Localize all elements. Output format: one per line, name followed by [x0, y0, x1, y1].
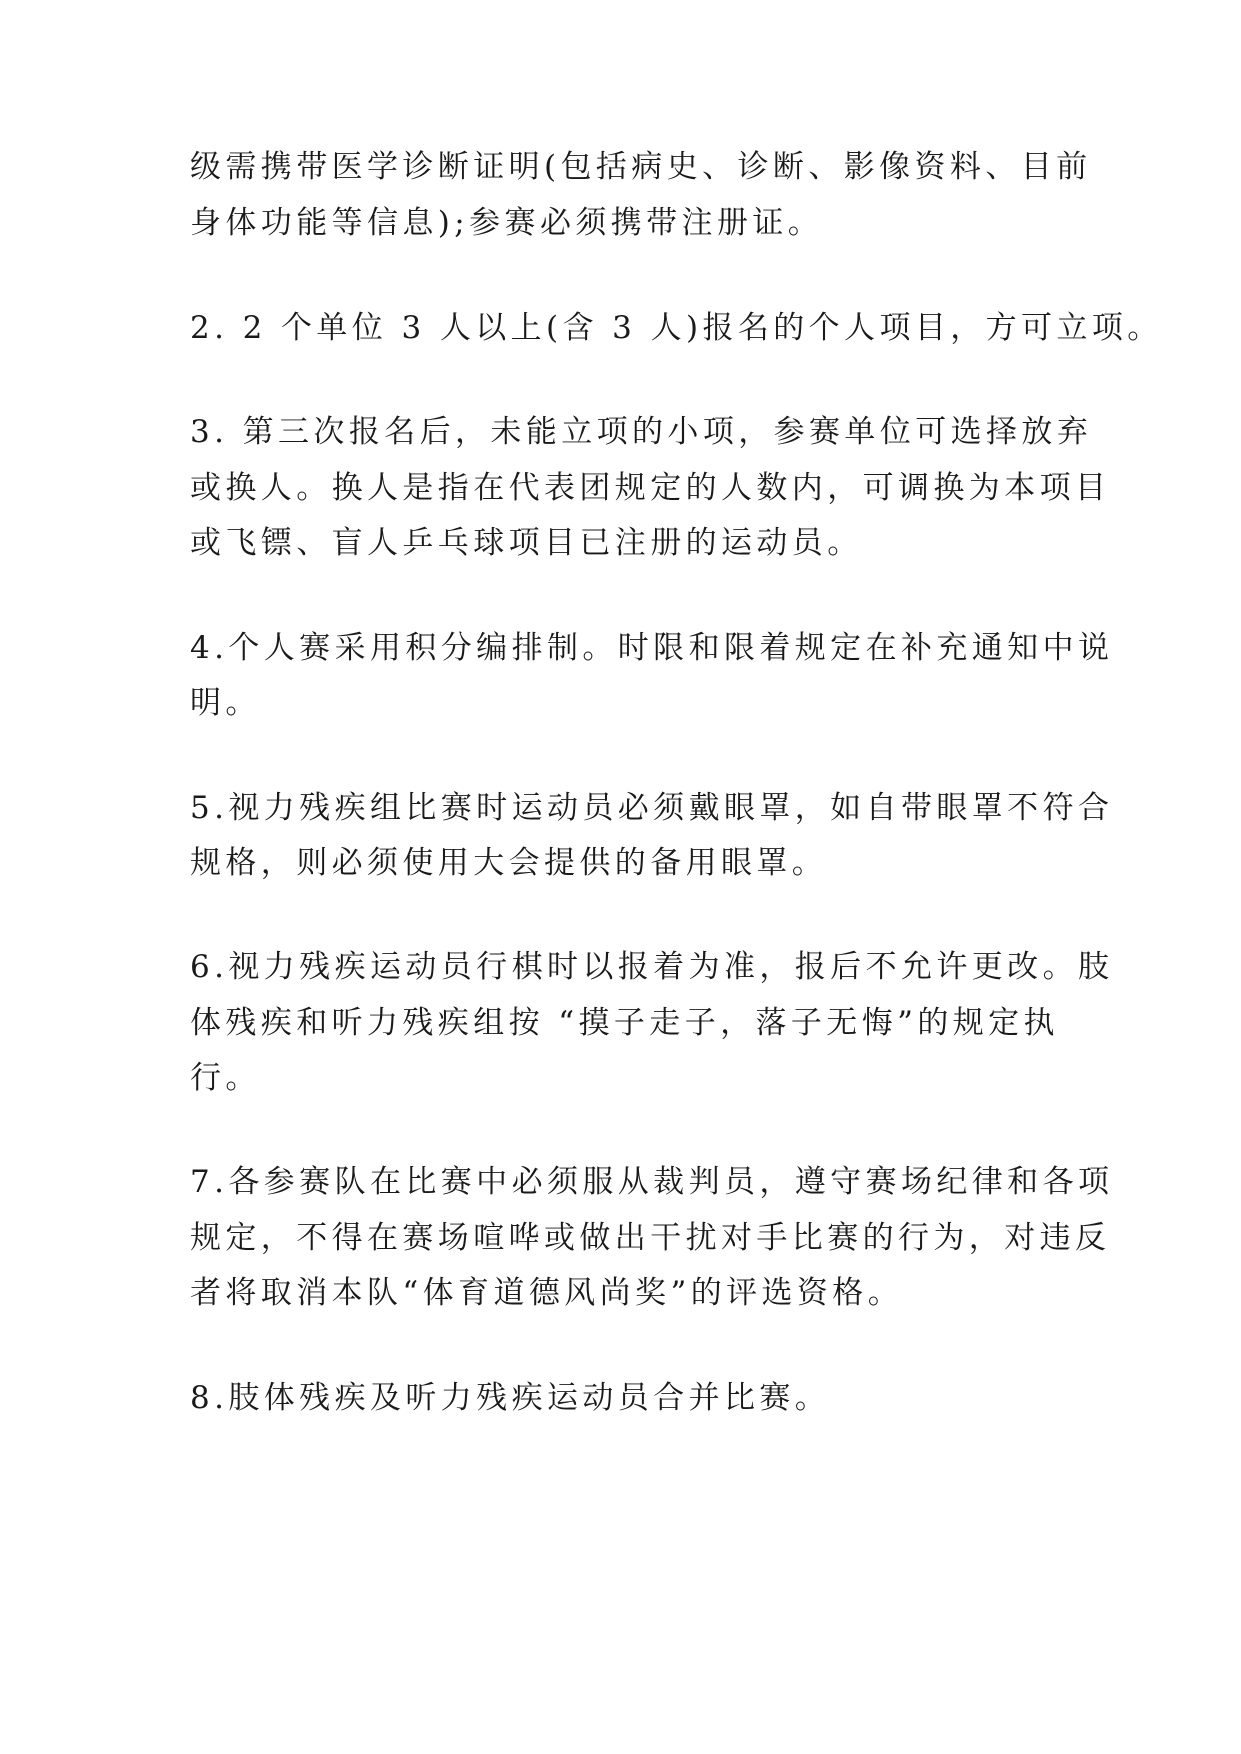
text-line: 行。	[190, 1060, 261, 1096]
text-line: 明。	[190, 685, 261, 721]
text-line: 5.视力残疾组比赛时运动员必须戴眼罩，如自带眼罩不符合	[190, 790, 1114, 826]
text-line: 体残疾和听力残疾组按 “摸子走子，落子无悔”的规定执	[190, 1005, 1059, 1041]
text-line: 6.视力残疾运动员行棋时以报着为准，报后不允许更改。肢	[190, 949, 1114, 985]
text-line: 或换人。换人是指在代表团规定的人数内，可调换为本项目	[190, 470, 1111, 506]
text-line: 规定，不得在赛场喧哗或做出干扰对手比赛的行为，对违反	[190, 1220, 1111, 1256]
text-line: 4.个人赛采用积分编排制。时限和限着规定在补充通知中说	[190, 630, 1114, 666]
text-line: 规格，则必须使用大会提供的备用眼罩。	[190, 845, 828, 881]
text-line: 8.肢体残疾及听力残疾运动员合并比赛。	[190, 1380, 831, 1416]
text-line: 或飞镖、盲人乒乓球项目已注册的运动员。	[190, 525, 863, 561]
text-line: 身体功能等信息);参赛必须携带注册证。	[190, 205, 824, 241]
text-line: 7.各参赛队在比赛中必须服从裁判员，遵守赛场纪律和各项	[190, 1164, 1114, 1200]
text-line: 级需携带医学诊断证明(包括病史、诊断、影像资料、目前	[190, 149, 1092, 185]
text-line: 3. 第三次报名后，未能立项的小项，参赛单位可选择放弃	[190, 414, 1093, 450]
text-line: 者将取消本队“体育道德风尚奖”的评选资格。	[190, 1275, 904, 1311]
text-line: 2. 2 个单位 3 人以上(含 3 人)报名的个人项目，方可立项。	[190, 310, 1163, 346]
